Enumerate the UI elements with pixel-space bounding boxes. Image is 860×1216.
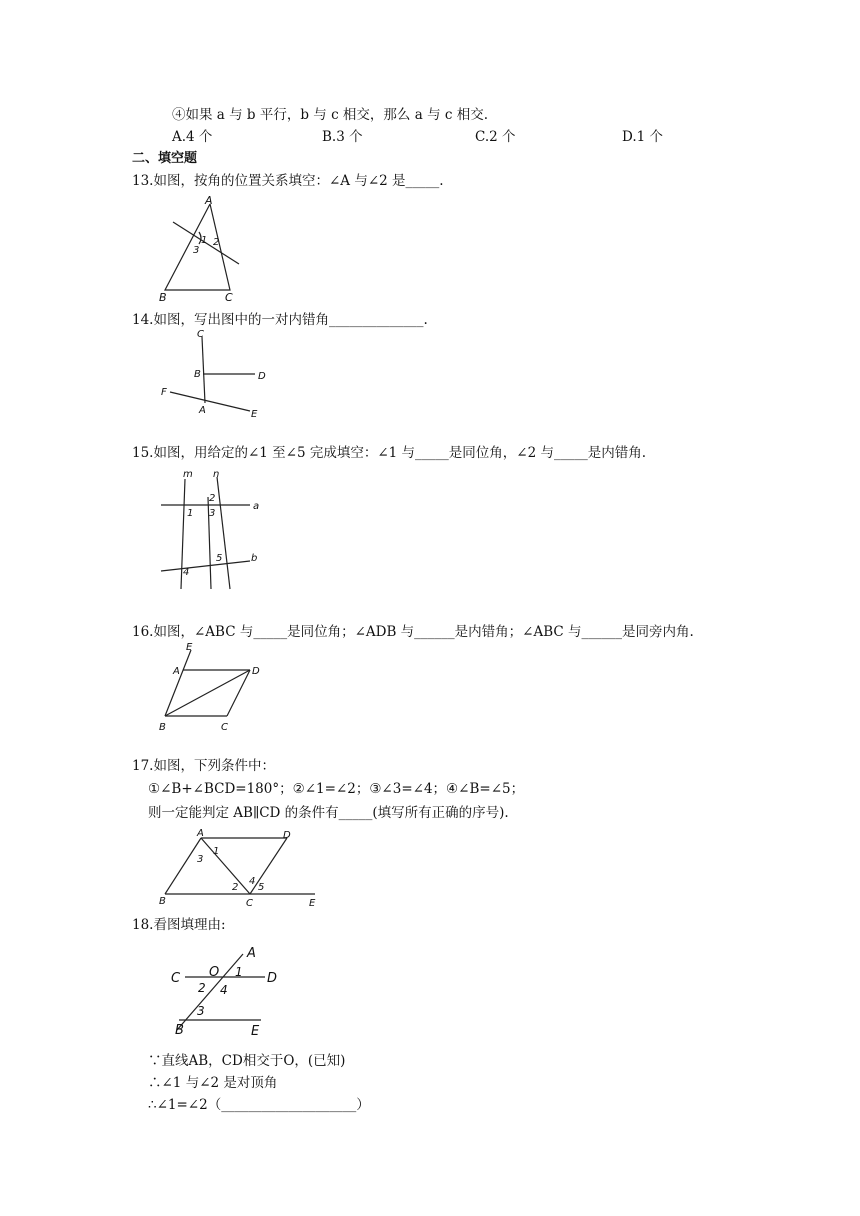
q16-figure xyxy=(155,640,270,735)
section-title: 二、填空题 xyxy=(132,151,198,166)
question-13: 13.如图，按角的位置关系填空：∠A 与∠2 是_____. xyxy=(132,173,444,189)
question-18: 18.看图填理由: xyxy=(132,917,226,933)
option-a: A.4 个 xyxy=(172,129,213,145)
label-C: C xyxy=(197,329,204,340)
question-14: 14.如图，写出图中的一对内错角______________. xyxy=(132,312,428,328)
label-E: E xyxy=(251,409,258,420)
label-4: 4 xyxy=(220,983,228,997)
label-2: 2 xyxy=(232,882,239,893)
label-n: n xyxy=(213,469,220,480)
label-4: 4 xyxy=(249,876,256,887)
label-B: B xyxy=(159,896,166,907)
label-D: D xyxy=(252,666,260,677)
label-b: b xyxy=(251,553,258,564)
label-E: E xyxy=(251,1024,260,1039)
label-A: A xyxy=(173,666,180,677)
label-B: B xyxy=(175,1023,184,1038)
label-B: B xyxy=(159,291,167,302)
line-e-b xyxy=(165,650,191,716)
label-2: 2 xyxy=(213,237,220,248)
label-A: A xyxy=(205,194,213,207)
q14-figure xyxy=(155,325,270,420)
label-C: C xyxy=(221,722,228,733)
proof-line-1: ∵直线AB，CD相交于O，(已知) xyxy=(148,1053,346,1069)
line-n xyxy=(217,477,230,589)
option-b: B.3 个 xyxy=(322,129,363,145)
label-m: m xyxy=(183,469,193,480)
q15-figure xyxy=(155,465,270,595)
previous-item: ④如果 a 与 b 平行，b 与 c 相交，那么 a 与 c 相交. xyxy=(172,107,488,123)
label-C: C xyxy=(171,971,181,986)
label-F: F xyxy=(161,387,167,398)
label-3: 3 xyxy=(197,854,204,865)
label-1: 1 xyxy=(235,965,243,979)
line-ca xyxy=(202,337,205,403)
label-2: 2 xyxy=(198,981,206,995)
q17-figure xyxy=(155,826,325,908)
label-A: A xyxy=(199,405,206,416)
label-5: 5 xyxy=(216,553,223,564)
option-d: D.1 个 xyxy=(622,129,664,145)
label-D: D xyxy=(283,830,291,841)
proof-line-3: ∴∠1=∠2（____________________） xyxy=(148,1097,370,1113)
label-A: A xyxy=(247,946,256,961)
label-1: 1 xyxy=(213,846,220,857)
label-3: 3 xyxy=(209,508,216,519)
line-a-b xyxy=(165,838,204,894)
line-fe xyxy=(170,392,250,411)
label-1: 1 xyxy=(201,235,208,246)
question-16: 16.如图，∠ABC 与_____是同位角；∠ADB 与______是内错角；∠ABC 与______是同旁内角. xyxy=(132,624,694,640)
label-D: D xyxy=(258,371,266,382)
proof-line-2: ∴∠1 与∠2 是对顶角 xyxy=(148,1075,278,1091)
label-C: C xyxy=(225,291,233,302)
label-3: 3 xyxy=(193,245,200,256)
label-4: 4 xyxy=(183,567,190,578)
line-a-c xyxy=(201,838,250,894)
label-E: E xyxy=(186,642,193,653)
label-2: 2 xyxy=(209,493,216,504)
question-15: 15.如图，用给定的∠1 至∠5 完成填空：∠1 与_____是同位角，∠2 与_____是内错角. xyxy=(132,445,647,461)
q18-figure xyxy=(165,940,295,1040)
label-D: D xyxy=(267,971,278,986)
label-E: E xyxy=(309,898,316,908)
q17-conditions: ①∠B+∠BCD=180°；②∠1=∠2；③∠3=∠4；④∠B=∠5； xyxy=(148,781,525,797)
label-O: O xyxy=(209,965,220,980)
label-B: B xyxy=(194,369,201,380)
label-B: B xyxy=(159,722,166,733)
label-5: 5 xyxy=(258,882,265,893)
line-b xyxy=(161,561,250,571)
line-d-c xyxy=(250,838,287,894)
label-3: 3 xyxy=(197,1004,205,1018)
question-17: 17.如图，下列条件中： xyxy=(132,758,275,774)
option-c: C.2 个 xyxy=(475,129,516,145)
q17-question: 则一定能判定 AB∥CD 的条件有_____(填写所有正确的序号). xyxy=(148,805,509,821)
label-A: A xyxy=(197,828,204,839)
q13-figure xyxy=(155,192,250,302)
label-a: a xyxy=(253,501,260,512)
label-C: C xyxy=(246,898,253,908)
label-1: 1 xyxy=(187,508,194,519)
